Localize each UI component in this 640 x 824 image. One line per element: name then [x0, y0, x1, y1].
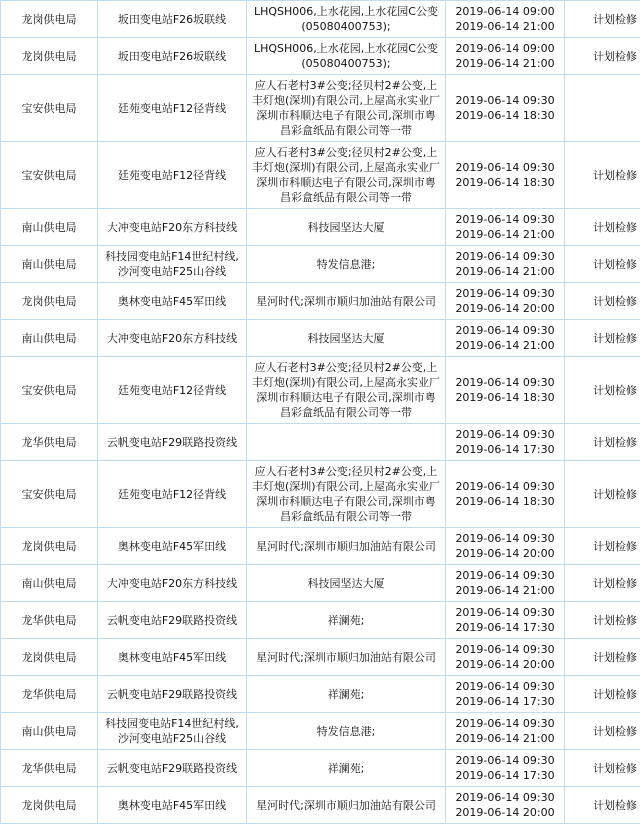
cell-supply-unit: 南山供电局: [1, 320, 98, 357]
cell-supply-unit: 龙华供电局: [1, 676, 98, 713]
cell-outage-type: 计划检修: [565, 142, 640, 209]
table-row: [1, 75, 640, 142]
outage-end-time: 2019-06-14 21:00: [450, 338, 560, 353]
cell-outage-type: 计划检修: [565, 320, 640, 357]
table-row: [1, 676, 640, 713]
outage-end-time: 2019-06-14 21:00: [450, 264, 560, 279]
cell-outage-line: 云帆变电站F29联路投资线: [98, 424, 247, 461]
cell-outage-time: [446, 209, 565, 246]
outage-end-time: 2019-06-14 18:30: [450, 494, 560, 509]
table-row: [1, 424, 640, 461]
outage-start-time: 2019-06-14 09:30: [450, 212, 560, 227]
cell-outage-line: 云帆变电站F29联路投资线: [98, 750, 247, 787]
cell-outage-time: [446, 639, 565, 676]
cell-supply-unit: 龙岗供电局: [1, 787, 98, 824]
outage-start-time: 2019-06-14 09:30: [450, 375, 560, 390]
cell-outage-line: 廷苑变电站F12径背线: [98, 357, 247, 424]
outage-end-time: 2019-06-14 21:00: [450, 583, 560, 598]
cell-outage-line: 奥林变电站F45军田线: [98, 787, 247, 824]
cell-outage-type: 计划检修: [565, 461, 640, 528]
cell-supply-unit: 南山供电局: [1, 209, 98, 246]
cell-outage-type: 计划检修: [565, 528, 640, 565]
cell-supply-unit: 龙华供电局: [1, 750, 98, 787]
cell-supply-unit: 龙华供电局: [1, 424, 98, 461]
cell-outage-scope: 星河时代;深圳市顺归加油站有限公司: [247, 639, 446, 676]
outage-start-time: 2019-06-14 09:30: [450, 286, 560, 301]
cell-outage-type: 计划检修: [565, 38, 640, 75]
table-row: [1, 639, 640, 676]
cell-outage-time: [446, 357, 565, 424]
cell-outage-scope: 祥澜苑;: [247, 602, 446, 639]
cell-supply-unit: 龙岗供电局: [1, 639, 98, 676]
table-row: [1, 713, 640, 750]
table-row: [1, 528, 640, 565]
outage-end-time: 2019-06-14 18:30: [450, 108, 560, 123]
table-row: [1, 750, 640, 787]
table-row: [1, 38, 640, 75]
cell-outage-type: 计划检修: [565, 246, 640, 283]
outage-end-time: 2019-06-14 18:30: [450, 390, 560, 405]
cell-outage-type: 计划检修: [565, 565, 640, 602]
cell-outage-time: [446, 246, 565, 283]
cell-outage-scope: 特发信息港;: [247, 713, 446, 750]
table-row: [1, 1, 640, 38]
cell-outage-time: [446, 528, 565, 565]
outage-end-time: 2019-06-14 17:30: [450, 620, 560, 635]
outage-start-time: 2019-06-14 09:30: [450, 323, 560, 338]
table-row: [1, 787, 640, 824]
cell-supply-unit: 龙岗供电局: [1, 283, 98, 320]
cell-outage-time: [446, 565, 565, 602]
cell-outage-scope: 应人石老村3#公变;径贝村2#公变,上丰灯炮(深圳)有限公司,上屋高永实业厂深圳市科顺达电子有限公司,深圳市粤昌彩盒纸品有限公司等一带: [247, 142, 446, 209]
cell-outage-line: 坂田变电站F26坂联线: [98, 38, 247, 75]
table-row: [1, 142, 640, 209]
cell-supply-unit: 宝安供电局: [1, 142, 98, 209]
cell-outage-time: [446, 676, 565, 713]
cell-outage-scope: 星河时代;深圳市顺归加油站有限公司: [247, 283, 446, 320]
cell-supply-unit: 宝安供电局: [1, 461, 98, 528]
outage-start-time: 2019-06-14 09:30: [450, 427, 560, 442]
cell-outage-line: 坂田变电站F26坂联线: [98, 1, 247, 38]
cell-outage-line: 廷苑变电站F12径背线: [98, 75, 247, 142]
cell-outage-type: 计划检修: [565, 750, 640, 787]
cell-outage-line: 大冲变电站F20东方科技线: [98, 209, 247, 246]
outage-end-time: 2019-06-14 17:30: [450, 694, 560, 709]
cell-outage-scope: 科技园坚达大厦: [247, 565, 446, 602]
outage-end-time: 2019-06-14 21:00: [450, 731, 560, 746]
outage-end-time: 2019-06-14 17:30: [450, 768, 560, 783]
table-body: [1, 1, 640, 824]
cell-outage-scope: 应人石老村3#公变;径贝村2#公变,上丰灯炮(深圳)有限公司,上屋高永实业厂深圳市科顺达电子有限公司,深圳市粤昌彩盒纸品有限公司等一带: [247, 75, 446, 142]
cell-outage-time: [446, 38, 565, 75]
cell-outage-time: [446, 75, 565, 142]
cell-outage-scope: 祥澜苑;: [247, 750, 446, 787]
cell-outage-type: 计划检修: [565, 357, 640, 424]
cell-outage-time: [446, 424, 565, 461]
outage-start-time: 2019-06-14 09:30: [450, 642, 560, 657]
cell-outage-type: 计划检修: [565, 209, 640, 246]
cell-outage-type: 计划检修: [565, 424, 640, 461]
cell-outage-type: 计划检修: [565, 639, 640, 676]
cell-outage-scope: 特发信息港;: [247, 246, 446, 283]
table-row: [1, 602, 640, 639]
outage-end-time: 2019-06-14 20:00: [450, 805, 560, 820]
cell-supply-unit: 南山供电局: [1, 713, 98, 750]
cell-outage-type: 计划检修: [565, 1, 640, 38]
cell-outage-time: [446, 750, 565, 787]
cell-supply-unit: 龙岗供电局: [1, 1, 98, 38]
cell-outage-scope: LHQSH006,上水花园,上水花园C公变(05080400753);: [247, 1, 446, 38]
cell-supply-unit: 龙岗供电局: [1, 528, 98, 565]
cell-supply-unit: 宝安供电局: [1, 357, 98, 424]
outage-start-time: 2019-06-14 09:00: [450, 4, 560, 19]
cell-outage-line: 奥林变电站F45军田线: [98, 528, 247, 565]
outage-end-time: 2019-06-14 20:00: [450, 546, 560, 561]
table-row: [1, 209, 640, 246]
cell-outage-scope: 科技园坚达大厦: [247, 209, 446, 246]
outage-start-time: 2019-06-14 09:30: [450, 605, 560, 620]
outage-start-time: 2019-06-14 09:30: [450, 753, 560, 768]
cell-outage-type: 计划检修: [565, 713, 640, 750]
cell-outage-time: [446, 283, 565, 320]
cell-outage-time: [446, 713, 565, 750]
outage-start-time: 2019-06-14 09:30: [450, 568, 560, 583]
cell-outage-type: 计划检修: [565, 283, 640, 320]
cell-outage-scope: [247, 424, 446, 461]
cell-outage-time: [446, 1, 565, 38]
cell-supply-unit: 南山供电局: [1, 565, 98, 602]
cell-outage-scope: 科技园坚达大厦: [247, 320, 446, 357]
cell-outage-time: [446, 461, 565, 528]
cell-outage-line: 大冲变电站F20东方科技线: [98, 320, 247, 357]
outage-end-time: 2019-06-14 17:30: [450, 442, 560, 457]
outage-end-time: 2019-06-14 21:00: [450, 19, 560, 34]
cell-outage-time: [446, 787, 565, 824]
outage-start-time: 2019-06-14 09:30: [450, 249, 560, 264]
outage-end-time: 2019-06-14 20:00: [450, 301, 560, 316]
cell-outage-type: [565, 75, 640, 142]
outage-start-time: 2019-06-14 09:00: [450, 41, 560, 56]
outage-end-time: 2019-06-14 21:00: [450, 56, 560, 71]
outage-start-time: 2019-06-14 09:30: [450, 479, 560, 494]
cell-outage-type: 计划检修: [565, 602, 640, 639]
cell-outage-scope: 应人石老村3#公变;径贝村2#公变,上丰灯炮(深圳)有限公司,上屋高永实业厂深圳市科顺达电子有限公司,深圳市粤昌彩盒纸品有限公司等一带: [247, 357, 446, 424]
cell-outage-line: 奥林变电站F45军田线: [98, 639, 247, 676]
outage-start-time: 2019-06-14 09:30: [450, 716, 560, 731]
cell-outage-line: 大冲变电站F20东方科技线: [98, 565, 247, 602]
cell-supply-unit: 龙华供电局: [1, 602, 98, 639]
cell-outage-scope: 星河时代;深圳市顺归加油站有限公司: [247, 528, 446, 565]
cell-outage-line: 奥林变电站F45军田线: [98, 283, 247, 320]
outage-end-time: 2019-06-14 20:00: [450, 657, 560, 672]
cell-outage-time: [446, 602, 565, 639]
table-row: [1, 283, 640, 320]
cell-outage-time: [446, 320, 565, 357]
cell-outage-line: 廷苑变电站F12径背线: [98, 461, 247, 528]
cell-outage-type: 计划检修: [565, 676, 640, 713]
table-row: [1, 320, 640, 357]
table-row: [1, 357, 640, 424]
outage-start-time: 2019-06-14 09:30: [450, 790, 560, 805]
outage-end-time: 2019-06-14 21:00: [450, 227, 560, 242]
cell-supply-unit: 龙岗供电局: [1, 38, 98, 75]
cell-outage-scope: LHQSH006,上水花园,上水花园C公变(05080400753);: [247, 38, 446, 75]
cell-outage-scope: 应人石老村3#公变;径贝村2#公变,上丰灯炮(深圳)有限公司,上屋高永实业厂深圳市科顺达电子有限公司,深圳市粤昌彩盒纸品有限公司等一带: [247, 461, 446, 528]
outage-end-time: 2019-06-14 18:30: [450, 175, 560, 190]
outage-start-time: 2019-06-14 09:30: [450, 679, 560, 694]
cell-supply-unit: 宝安供电局: [1, 75, 98, 142]
cell-outage-time: [446, 142, 565, 209]
outage-start-time: 2019-06-14 09:30: [450, 93, 560, 108]
cell-outage-line: 廷苑变电站F12径背线: [98, 142, 247, 209]
outage-start-time: 2019-06-14 09:30: [450, 531, 560, 546]
cell-supply-unit: 南山供电局: [1, 246, 98, 283]
cell-outage-scope: 祥澜苑;: [247, 676, 446, 713]
outage-start-time: 2019-06-14 09:30: [450, 160, 560, 175]
cell-outage-line: 云帆变电站F29联路投资线: [98, 676, 247, 713]
table-row: [1, 461, 640, 528]
cell-outage-scope: 星河时代;深圳市顺归加油站有限公司: [247, 787, 446, 824]
cell-outage-line: 科技园变电站F14世纪村线,沙河变电站F25山谷线: [98, 246, 247, 283]
cell-outage-line: 科技园变电站F14世纪村线,沙河变电站F25山谷线: [98, 713, 247, 750]
cell-outage-line: 云帆变电站F29联路投资线: [98, 602, 247, 639]
table-row: [1, 246, 640, 283]
cell-outage-type: 计划检修: [565, 787, 640, 824]
table-row: [1, 565, 640, 602]
